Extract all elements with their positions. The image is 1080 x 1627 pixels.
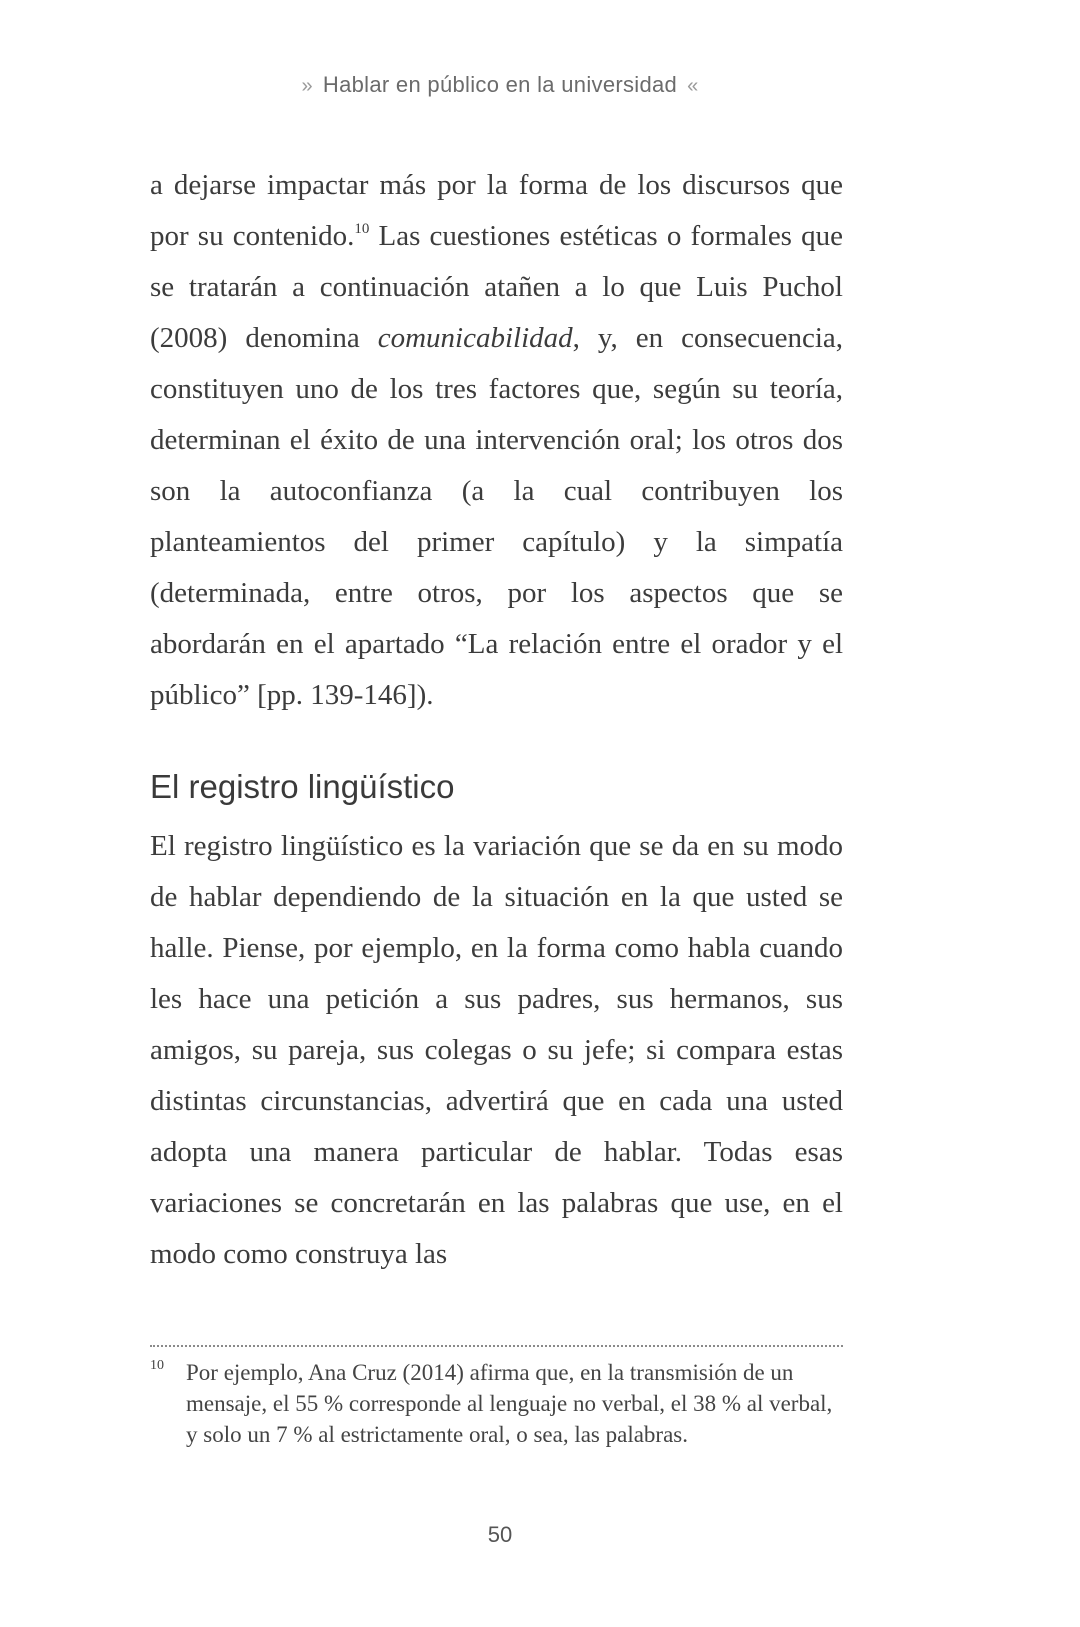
running-header — [0, 72, 1000, 98]
footnote-number: 10 — [150, 1358, 164, 1373]
paragraph-1-text-b: Las cuestiones estéticas o formales que se tratarán a continuación atañen a lo que Luis Puchol (2008) denomina — [150, 220, 843, 354]
header-left-mark: » — [301, 75, 313, 97]
footnote-divider — [150, 1345, 843, 1347]
paragraph-2: El registro lingüístico es la variación que se da en su modo de hablar dependiendo de la situación en la que usted se halle. Piense, por ejemplo, en la forma como habla cuando les hace una petición a sus padres, sus hermanos, sus amigos, su pareja, sus colegas o su jefe; si compara estas distintas circunstancias, advertirá que en cada una usted adopta una manera particular de hablar. Todas esas variaciones se concretarán en las palabras que use, en el modo como construya las — [150, 830, 843, 1270]
header-title: Hablar en público en la universidad — [322, 72, 678, 97]
footnote-text: Por ejemplo, Ana Cruz (2014) afirma que, en la transmisión de un mensaje, el 55 % corresponde al lenguaje no verbal, el 38 % al verbal, y solo un 7 % al estrictamente oral, o sea, las palabras. — [186, 1360, 833, 1447]
main-text — [150, 160, 843, 1280]
paragraph-1 — [150, 160, 843, 721]
footnote-reference: 10 — [354, 221, 370, 237]
section-heading: El registro lingüístico — [150, 768, 455, 805]
paragraph-1-text-c: , y, en consecuencia, constituyen uno de los tres factores que, según su teoría, determinan el éxito de una intervención oral; los otros dos son la autoconfianza (a la cual contribuyen los planteamientos del primer capítulo) y la simpatía (determinada, entre otros, por los aspectos que se abordarán en el apartado “La relación entre el orador y el público” [pp. 139-146]). — [150, 322, 844, 711]
header-right-mark: « — [687, 75, 699, 97]
paragraph-1-text-a: a dejarse impactar más por la forma de los discursos que por su contenido. — [150, 169, 843, 252]
page-number: 50 — [487, 1522, 513, 1547]
footnote — [150, 1357, 843, 1450]
italic-term: comunicabilidad — [377, 322, 573, 354]
